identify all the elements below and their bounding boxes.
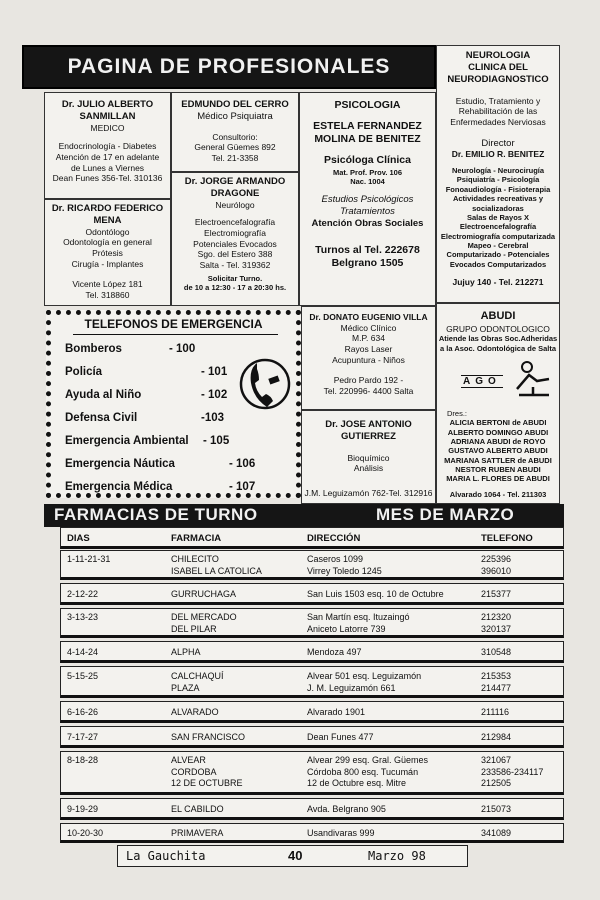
page-footer [117, 845, 468, 867]
abudi-dr: MARIANA SATTLER de ABUDI [444, 455, 552, 465]
cell-dias: 10-20-30 [67, 828, 104, 838]
ricardo-name-1: Dr. RICARDO FEDERICO [51, 203, 164, 214]
emergency-label-nautica: Emergencia Náutica [65, 458, 175, 470]
emergency-num-bomberos: - 100 [169, 343, 196, 355]
cell-telefono: 215377 [481, 589, 512, 599]
psico-studies-2: Tratamientos [340, 206, 395, 218]
donato-line: Rayos Laser [344, 343, 393, 354]
edmundo-title: Médico Psiquiatra [197, 110, 273, 122]
edmundo-name: EDMUNDO DEL CERRO [181, 99, 289, 110]
cell-dias: 4-14-24 [67, 647, 99, 657]
cell-telefono: 215073 [481, 804, 512, 814]
edmundo-line: Tel. 21-3358 [211, 153, 259, 163]
telephone-icon [239, 349, 291, 419]
pharmacy-title: FARMACIAS DE TURNO [54, 505, 258, 524]
table-row [60, 608, 564, 638]
jose-line: Análisis [353, 463, 384, 474]
table-row [60, 751, 564, 795]
cell-farmacia: GURRUCHAGA [171, 589, 237, 599]
table-row [60, 823, 564, 843]
neuro-desc-2: Rehabilitación de las [458, 106, 538, 117]
psico-name-2: MOLINA DE BENITEZ [314, 133, 421, 146]
neuro-director: Dr. EMILIO R. BENITEZ [451, 149, 545, 160]
jorge-turn-1: Solicitar Turno. [207, 273, 263, 283]
abudi-subtitle: GRUPO ODONTOLOGICO [446, 323, 550, 334]
col-telefono: TELEFONO [481, 533, 533, 544]
cell-farmacia: PRIMAVERA [171, 828, 224, 838]
emergency-title-underline [73, 334, 278, 335]
cell-farmacia: ALVEAR CORDOBA 12 DE OCTUBRE [171, 755, 243, 789]
abudi-dr: ALBERTO DOMINGO ABUDI [447, 427, 549, 437]
cell-dias: 9-19-29 [67, 804, 99, 814]
cell-direccion: Alvear 299 esq. Gral. Güemes Córdoba 800 esq. Tucumán 12 de Octubre esq. Mitre [307, 755, 429, 789]
psico-turnos-2: Belgrano 1505 [331, 257, 404, 269]
neuro-service: Psiquiatría - Psicología [456, 175, 540, 185]
neuro-service: Actividades recreativas y [452, 194, 544, 204]
julio-line: Dean Funes 356-Tel. 310136 [52, 173, 163, 184]
abudi-note-2: a la Asoc. Odontológica de Salta [440, 343, 556, 353]
cell-direccion: San Luis 1503 esq. 10 de Octubre [307, 589, 444, 599]
abudi-logo: AGO [463, 376, 501, 388]
neuro-service: Neurología - Neurocirugía [451, 166, 545, 175]
jorge-name-2: DRAGONE [210, 187, 260, 199]
cell-telefono: 211116 [481, 707, 510, 717]
donato-ad [301, 306, 436, 410]
col-direccion: DIRECCIÓN [307, 533, 361, 544]
jose-line: Bioquímico [347, 452, 390, 463]
footer-date: Marzo 98 [368, 849, 426, 863]
cell-direccion: Avda. Belgrano 905 [307, 804, 386, 814]
neuro-desc-3: Enfermedades Nerviosas [450, 116, 546, 127]
donato-name: Dr. DONATO EUGENIO VILLA [309, 312, 428, 322]
table-row [60, 583, 564, 605]
cell-farmacia: ALVARADO [171, 707, 219, 717]
emergency-phones-box [46, 310, 301, 498]
neuro-service: socializadoras [472, 203, 524, 213]
cell-direccion: Mendoza 497 [307, 647, 362, 657]
jorge-line: Electroencefalografía [194, 217, 276, 228]
psicologia-ad [299, 92, 436, 306]
neuro-desc-1: Estudio, Tratamiento y [455, 95, 541, 106]
neuro-address: Jujuy 140 - Tel. 212271 [452, 277, 544, 288]
julio-title: MEDICO [90, 122, 125, 133]
edmundo-line: Consultorio: [212, 131, 258, 142]
psico-obras: Atención Obras Sociales [311, 218, 424, 229]
neuro-service: Electroencefalografía [459, 222, 537, 232]
psico-mat-2: Nac. 1004 [350, 176, 385, 186]
table-row [60, 550, 564, 580]
ricardo-line: Odontología en general [63, 237, 152, 248]
neuro-service: Fonoaudiología - Fisioterapia [445, 184, 551, 194]
emergency-label-policia: Policía [65, 366, 103, 378]
cell-direccion: Caseros 1099 Virrey Toledo 1245 [307, 554, 382, 576]
ricardo-line: Odontólogo [85, 226, 130, 237]
abudi-note-1: Atiende las Obras Soc.Adheridas [438, 334, 558, 344]
emergency-label-ayuda-nino: Ayuda al Niño [65, 389, 142, 401]
ricardo-address-1: Vicente López 181 [72, 279, 143, 290]
abudi-dr: ALICIA BERTONI de ABUDI [449, 418, 547, 428]
cell-farmacia: SAN FRANCISCO [171, 732, 246, 742]
julio-name-1: Dr. JULIO ALBERTO [61, 99, 154, 110]
cell-dias: 7-17-27 [67, 732, 99, 742]
cell-direccion: Dean Funes 477 [307, 732, 374, 742]
psico-heading: PSICOLOGIA [334, 99, 401, 111]
jorge-line: Electromiografía [204, 228, 266, 238]
emergency-num-defensa-civil: -103 [201, 412, 225, 424]
page-title-text: PAGINA DE PROFESIONALES [67, 55, 391, 78]
col-farmacia: FARMACIA [171, 533, 222, 544]
cell-dias: 2-12-22 [67, 589, 99, 599]
neuro-director-label: Director [481, 137, 515, 149]
psico-title: Psicóloga Clínica [324, 154, 411, 167]
footer-page-number: 40 [288, 848, 303, 863]
jorge-line: Sgo. del Estero 388 [197, 249, 273, 260]
abudi-address: Alvarado 1064 - Tel. 211303 [449, 489, 547, 499]
abudi-dres-label: Dres.: [447, 409, 468, 419]
neuro-service: Evocados Computarizados [449, 259, 547, 269]
donato-line: Médico Clínico [340, 322, 397, 333]
cell-telefono: 212984 [481, 732, 512, 742]
julio-line: Atención de 17 en adelante [55, 152, 160, 162]
pharmacy-table-header [60, 527, 564, 549]
ricardo-line: Prótesis [92, 248, 123, 258]
abudi-ad [436, 303, 560, 504]
julio-name-2: SANMILLAN [79, 110, 136, 122]
cell-farmacia: CHILECITO ISABEL LA CATOLICA [171, 554, 262, 576]
cell-telefono: 212320 320137 [481, 612, 512, 634]
cell-direccion: San Martín esq. Ituzaingó Aniceto Latorre 739 [307, 612, 410, 634]
neuro-service: Salas de Rayos X [466, 212, 530, 222]
emergency-num-nautica: - 106 [229, 458, 256, 470]
abudi-title: ABUDI [480, 310, 516, 322]
cell-direccion: Alvarado 1901 [307, 707, 366, 717]
neuro-title-1: NEUROLOGIA [465, 50, 531, 61]
jose-address: J.M. Leguizamón 762-Tel. 312916 [304, 488, 433, 498]
dental-chair-icon [513, 359, 553, 399]
table-row [60, 798, 564, 820]
emergency-title: TELEFONOS DE EMERGENCIA [84, 317, 263, 331]
edmundo-ad [171, 92, 299, 172]
edmundo-line: General Güemes 892 [194, 142, 276, 153]
emergency-label-bomberos: Bomberos [65, 343, 122, 355]
jose-name-2: GUTIERREZ [341, 430, 396, 442]
cell-telefono: 310548 [481, 647, 512, 657]
ricardo-name-2: MENA [93, 214, 122, 226]
cell-farmacia: DEL MERCADO DEL PILAR [171, 612, 237, 634]
table-row [60, 726, 564, 748]
donato-line: Acupuntura - Niños [332, 354, 405, 365]
emergency-label-medica: Emergencia Médica [65, 481, 173, 493]
cell-dias: 1-11-21-31 [67, 554, 111, 564]
donato-address-2: Tel. 220996- 4400 Salta [323, 385, 414, 396]
jorge-turn-2: de 10 a 12:30 - 17 a 20:30 hs. [183, 282, 287, 292]
psico-turnos-1: Turnos al Tel. 222678 [315, 243, 420, 256]
ricardo-line: Cirugía - Implantes [71, 258, 144, 269]
emergency-label-defensa-civil: Defensa Civil [65, 412, 138, 424]
pharmacy-month: MES DE MARZO [376, 505, 515, 524]
emergency-label-ambiental: Emergencia Ambiental [65, 435, 189, 447]
julio-ad [44, 92, 171, 199]
pharmacy-header [44, 504, 564, 527]
cell-direccion: Alvear 501 esq. Leguizamón J. M. Leguizamón 661 [307, 671, 422, 693]
psico-mat-1: Mat. Prof. Prov. 106 [332, 167, 403, 177]
neuro-service: Computarizado - Potenciales [446, 250, 550, 260]
neurologia-ad [436, 45, 560, 303]
donato-address-1: Pedro Pardo 192 - [333, 375, 404, 386]
julio-line: de Lunes a Viernes [70, 162, 145, 173]
psico-studies-1: Estudios Psicológicos [321, 194, 414, 206]
jorge-line: Salta - Tel. 319362 [199, 259, 271, 270]
abudi-dr: NESTOR RUBEN ABUDI [455, 465, 541, 474]
jorge-name-1: Dr. JORGE ARMANDO [184, 176, 286, 187]
neuro-service: Mapeo - Cerebral [467, 241, 529, 250]
table-row [60, 701, 564, 723]
emergency-num-policia: - 101 [201, 366, 228, 378]
ricardo-address-2: Tel. 318860 [85, 289, 130, 300]
page-title [22, 45, 436, 89]
neuro-title-3: NEURODIAGNOSTICO [447, 73, 549, 85]
jorge-line: Potenciales Evocados [193, 238, 277, 249]
cell-dias: 5-15-25 [67, 671, 99, 681]
cell-telefono: 341089 [481, 828, 512, 838]
abudi-dr: MARIA L. FLORES DE ABUDI [446, 474, 550, 484]
neuro-title-2: CLINICA DEL [468, 61, 528, 73]
cell-telefono: 321067 233586-234117 212505 [481, 755, 544, 789]
jorge-ad [171, 172, 299, 306]
cell-dias: 6-16-26 [67, 707, 99, 717]
ricardo-ad [44, 199, 171, 306]
cell-telefono: 225396 396010 [481, 554, 512, 576]
emergency-num-ambiental: - 105 [203, 435, 230, 447]
cell-farmacia: CALCHAQUÍ PLAZA [171, 671, 224, 693]
col-dias: DIAS [67, 533, 90, 544]
psico-name-1: ESTELA FERNANDEZ [313, 120, 422, 133]
cell-dias: 8-18-28 [67, 755, 99, 765]
cell-farmacia: EL CABILDO [171, 804, 224, 814]
table-row [60, 666, 564, 698]
jose-name-1: Dr. JOSE ANTONIO [325, 419, 412, 430]
emergency-num-medica: - 107 [229, 481, 256, 493]
cell-dias: 3-13-23 [67, 612, 99, 622]
abudi-dr: GUSTAVO ALBERTO ABUDI [448, 446, 548, 456]
footer-publication: La Gauchita [126, 849, 206, 863]
donato-line: M.P. 634 [352, 333, 385, 344]
cell-farmacia: ALPHA [171, 647, 201, 657]
julio-line: Endocrinología - Diabetes [58, 141, 157, 152]
abudi-dr: ADRIANA ABUDI de ROYO [450, 436, 546, 446]
jose-ad [301, 410, 436, 504]
cell-direccion: Usandivaras 999 [307, 828, 375, 838]
jorge-title: Neurólogo [215, 199, 255, 210]
cell-telefono: 215353 214477 [481, 671, 512, 693]
neuro-service: Electromiografía computarizada [440, 231, 556, 241]
emergency-num-ayuda-nino: - 102 [201, 389, 228, 401]
table-row [60, 641, 564, 663]
